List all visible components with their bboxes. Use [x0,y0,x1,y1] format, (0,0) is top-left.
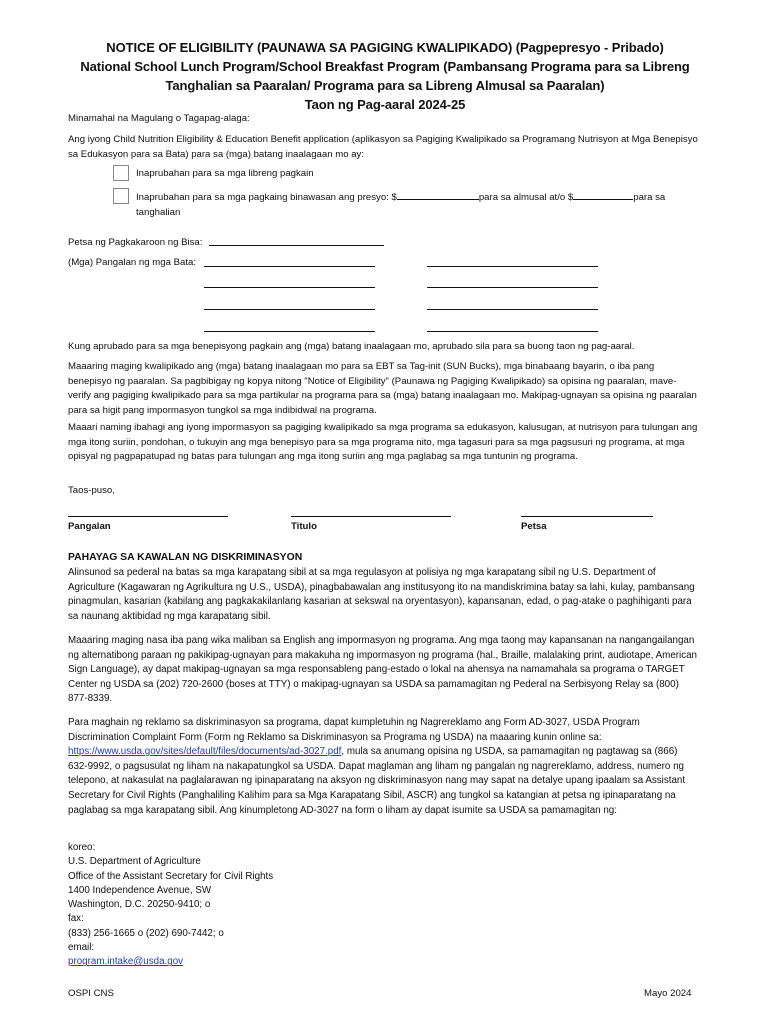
child-name-field[interactable] [204,266,375,267]
email-label: email: [68,942,95,954]
approved-paragraph: Kung aprubado para sa mga benepisyong pagkain ang (mga) batang inaalagaan mo, aprubado sila para sa buong taon ng pag-aaral. [68,341,635,352]
signature-name-field[interactable] [68,516,228,517]
reduced-meals-checkbox[interactable] [113,188,129,204]
reduced-label-part-a: Inaprubahan para sa mga pagkaing binawasan ang presyo: $ [136,192,397,203]
breakfast-price-field[interactable] [397,190,479,200]
signature-title-label: Titulo [291,521,317,532]
child-name-field[interactable] [204,309,375,310]
signature-date-field[interactable] [521,516,653,517]
nondiscrimination-paragraph-1: Alinsunod sa pederal na batas sa mga karapatang sibil at sa mga regulasyon at polisiya ng mga karapatang sibil ng U.S. Department of Agriculture (Kagawaran ng Agrikultura ng U.S., USDA), pinagbabawalan ang institusyong ito na mandiskrimina batay sa lahi, kulay, pambansang pinagmulan, kasarian (kabilang ang pagkakakilanlang kasarian at sekswal na oryentasyon), kapansanan, edad, o pag-atake o paghihiganti para sa naunang aktibidad ng mga karapatang sibil. [68,567,695,622]
fax-numbers: (833) 256-1665 o (202) 690-7442; o [68,927,224,939]
address-line-2: Office of the Assistant Secretary for Civil Rights [68,870,274,882]
mailing-address-block [68,841,468,970]
nondiscrimination-paragraph-2: Maaaring maging nasa iba pang wika maliban sa English ang impormasyon ng programa. Ang mga taong may kapansanan na nangangailangan ng alternatibong paraan ng pakikipag-ugnayan para makakuha ng impormasyon ng programa (hal., Braille, malalaking print, audiotape, American Sign Language), ay dapat makipag-ugnayan sa mga responsableng pang-estado o lokal na ahensya na namamahala sa programa o TARGET Center ng USDA sa (202) 720-2600 (boses at TTY) o makipag-ugnayan sa USDA sa pamamagitan ng Pederal na Serbisyong Relay sa (800) 877-8339. [68,635,698,705]
complaint-text-b: , mula sa anumang opisina ng USDA, sa pamamagitan ng pagtawag sa (866) 632-9992, o pagsusulat ng liham na nakapatungkol sa USDA. Dapat maglaman ang liham ng pangalan ng nagrereklamo, address, numero ng telepono, at nakasulat na paglalarawan ng ipinaparatang na aksyon ng diskriminasyon nang may sapat na detalye upang ipaalam sa Assistant Secretary for Civil Rights (Panghaliling Kalihim para sa Mga Karapatang Sibil, ASCR) ang tungkol sa katangian at petsa ng ipinaparatang na paglabag sa mga karapatang sibil. Ang kinumpletong AD-3027 na form o liham ay dapat isumite sa USDA sa pamamagitan ng: [68,746,686,816]
document-title [40,38,730,114]
address-line-4: Washington, D.C. 20250-9410; o [68,899,211,911]
child-name-field[interactable] [427,309,598,310]
email-link[interactable]: program.intake@usda.gov [68,956,184,968]
signature-date-label: Petsa [521,521,547,532]
reduced-label-part-d: tanghalian [136,206,181,218]
reduced-label-part-c: para sa [633,192,666,203]
nondiscrimination-heading: PAHAYAG SA KAWALAN NG DISKRIMINASYON [68,552,303,563]
address-line-3: 1400 Independence Avenue, SW [68,884,212,896]
title-line-1: NOTICE OF ELIGIBILITY (PAUNAWA SA PAGIGING KWALIPIKADO) (Pagpepresyo - Pribado) [106,40,664,55]
complaint-text-a: Para maghain ng reklamo sa diskriminasyon sa programa, dapat kumpletuhin ng Nagrereklamo ang Form AD-3027, USDA Program Discrimination Complaint Form (Form ng Reklamo sa Diskriminasyon sa Programa ng USDA) na maaaring kunin online sa: [68,717,640,743]
reduced-meals-label [136,190,706,220]
title-line-2: National School Lunch Program/School Breakfast Program (Pambansang Programa para sa Libreng [80,59,690,74]
effective-date-field[interactable] [209,245,384,246]
free-meals-label: Inaprubahan para sa mga libreng pagkain [136,168,314,179]
signature-name-label: Pangalan [68,521,111,532]
address-line-1: U.S. Department of Agriculture [68,856,201,868]
fax-label: fax: [68,913,84,925]
free-meals-checkbox[interactable] [113,165,129,181]
information-sharing-paragraph: Maaari naming ibahagi ang iyong impormasyon sa pagiging kwalipikado sa mga programa sa edukasyon, kalusugan, at nutrisyon para tulungan ang mga itong suriin, pondohan, o tukuyin ang mga benepisyo para sa mga programa nito, mga tagasuri para sa mga pagsusuri ng programa, at mga opisyal ng pagpapatupad ng batas para tulungan ang mga itong suriin ang mga paglabag sa mga tuntunin ng programa. [68,422,698,463]
child-name-field[interactable] [427,331,598,332]
intro-paragraph: Ang iyong Child Nutrition Eligibility & Education Benefit application (aplikasyon sa Pagiging Kwalipikado sa Programang Nutrisyon at Mga Benepisyo sa Edukasyon para sa Bata) para sa (mga) batang inaalagaan mo ay: [68,134,698,160]
effective-date-label: Petsa ng Pagkakaroon ng Bisa: [68,237,203,248]
child-name-field[interactable] [427,266,598,267]
child-name-field[interactable] [204,287,375,288]
title-line-4: Taon ng Pag-aaral 2024-25 [304,97,466,112]
ad-3027-form-link[interactable]: https://www.usda.gov/sites/default/files/documents/ad-3027.pdf [68,746,342,758]
mail-label: koreo: [68,842,96,853]
reduced-label-part-b: para sa almusal at/o $ [478,192,574,203]
nondiscrimination-paragraph-3 [68,716,698,818]
footer-left: OSPI CNS [68,988,114,999]
children-names-label: (Mga) Pangalan ng mga Bata: [68,257,196,268]
child-name-field[interactable] [204,331,375,332]
lunch-price-field[interactable] [573,190,633,200]
footer-right: Mayo 2024 [644,988,692,999]
child-name-field[interactable] [427,287,598,288]
title-line-3: Tanghalian sa Paaralan/ Programa para sa Libreng Almusal sa Paaralan) [165,78,605,93]
signature-title-field[interactable] [291,516,451,517]
ebt-paragraph: Maaaring maging kwalipikado ang (mga) batang inaalagaan mo para sa EBT sa Tag-init (SUN Bucks), mga binabaang bayarin, o iba pang benepisyo ng paaralan. Sa pagbibigay ng kopya nitong "Notice of Eligibility" (Paunawa ng Pagiging Kwalipikado) sa opisina ng paaralan, mave-verify ang pagiging kwalipikado para sa mga partikular na programa para sa (mga) batang inaalagaan mo. Makipag-ugnayan sa opisina ng paaralan para sa higit pang impormasyon tungkol sa mga indibidwal na programa. [68,361,697,416]
salutation: Minamahal na Magulang o Tagapag-alaga: [68,113,250,124]
closing-text: Taos-puso, [68,485,115,496]
